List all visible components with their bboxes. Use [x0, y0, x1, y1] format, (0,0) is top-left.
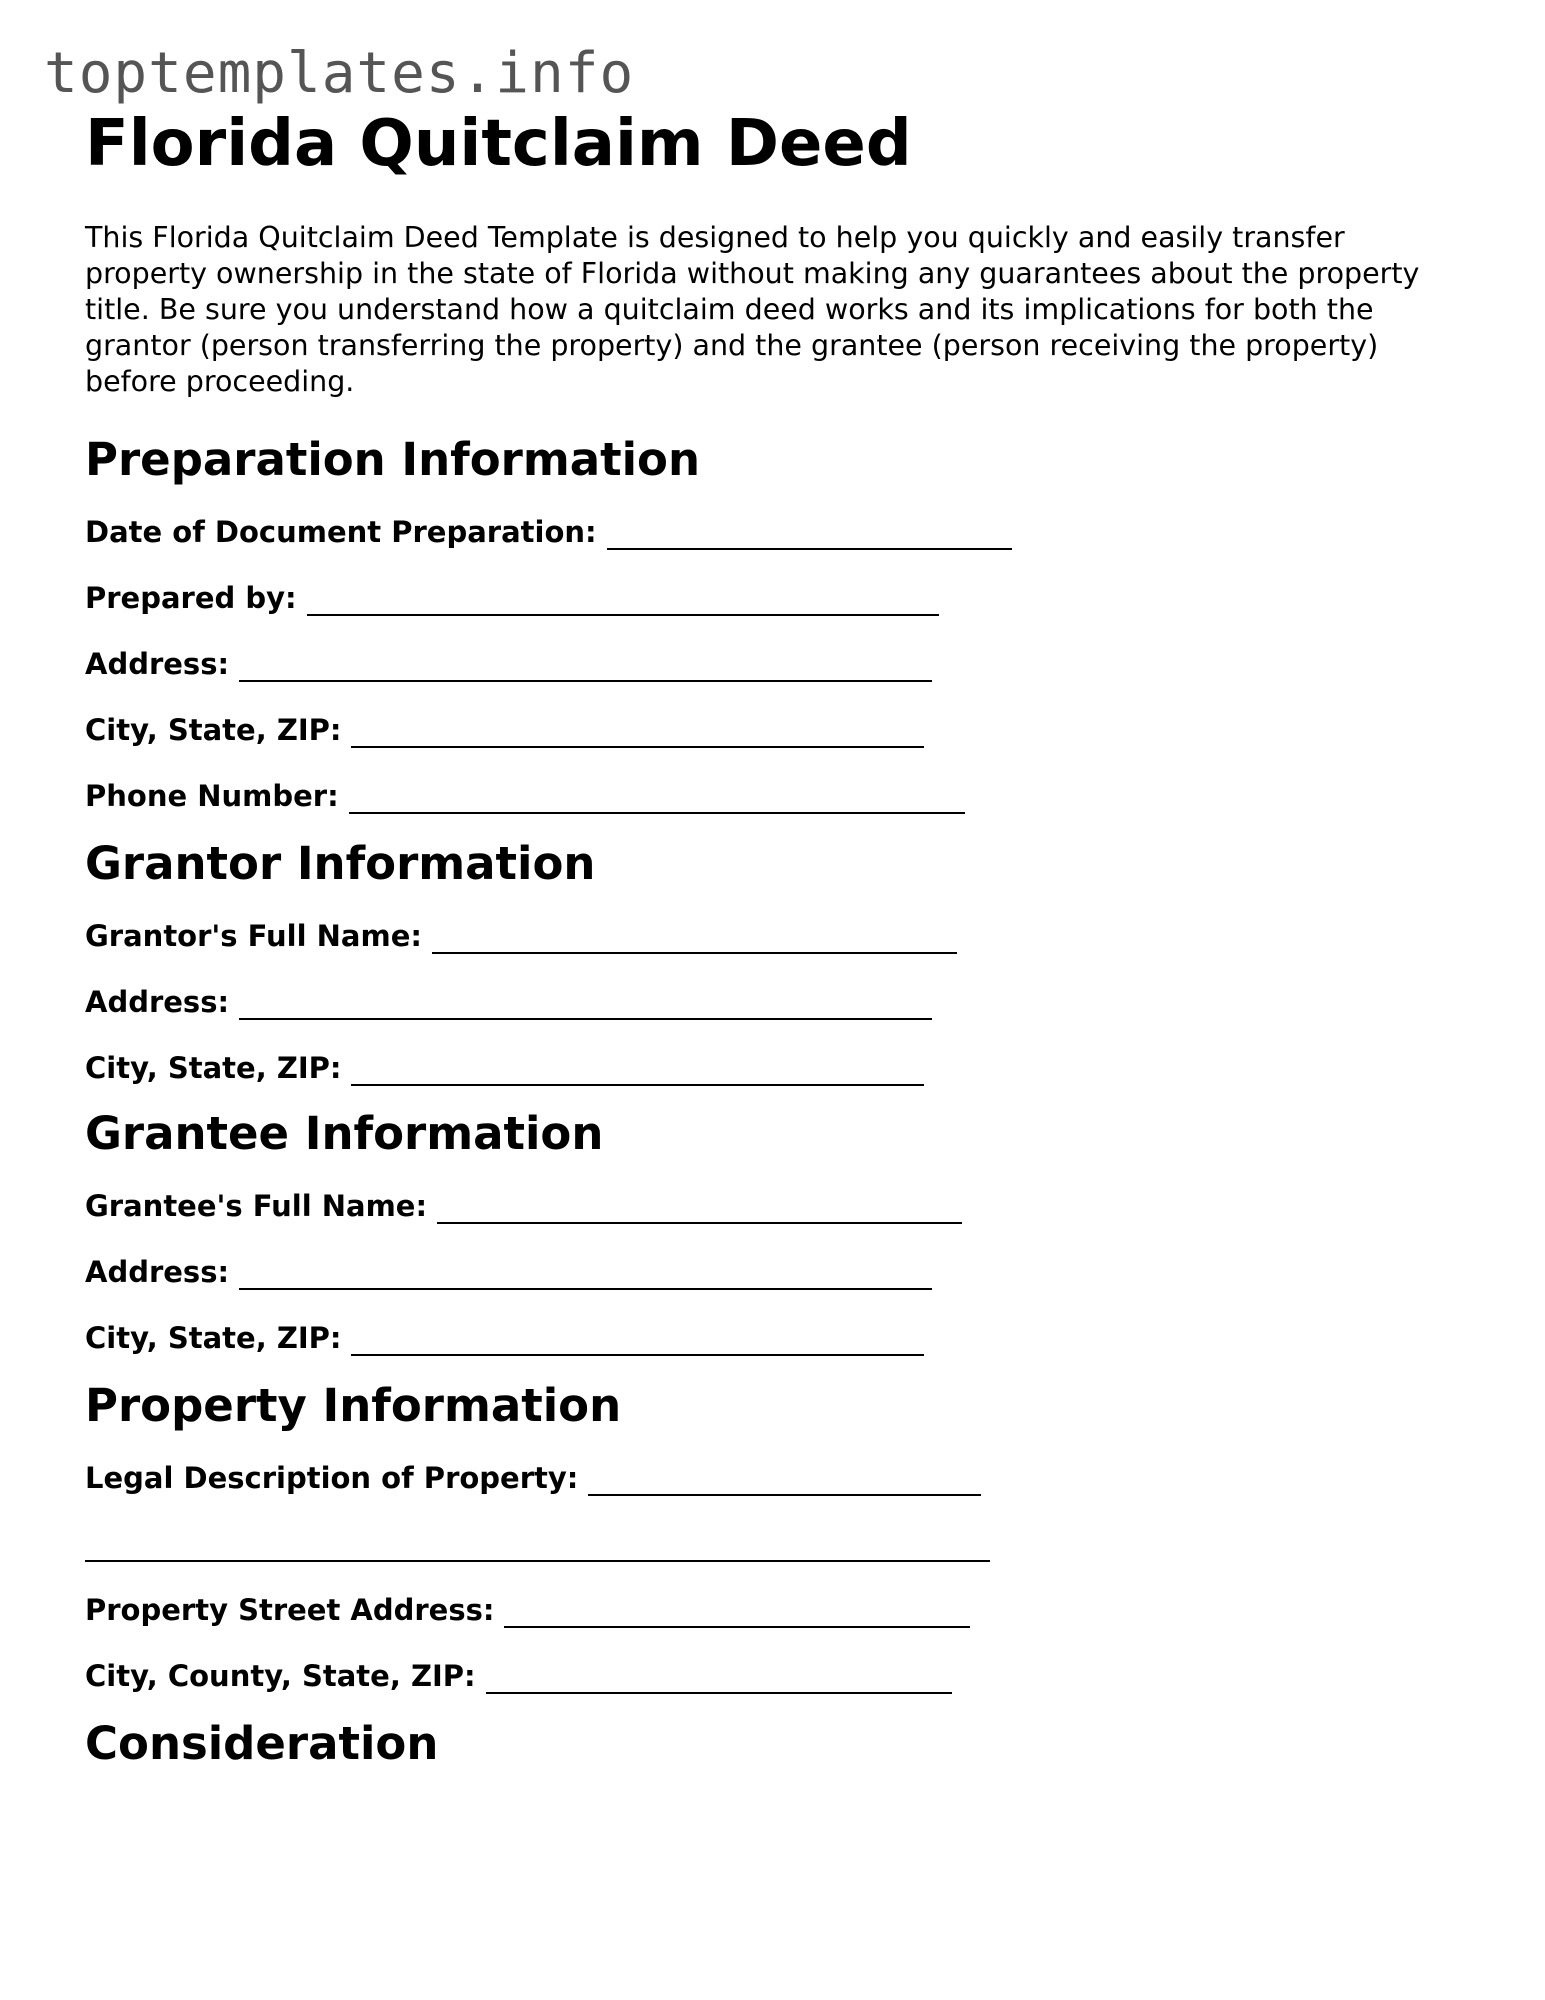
- preparer-city-state-zip-blank[interactable]: [351, 718, 924, 748]
- field-phone-number: [85, 778, 1465, 814]
- section-heading-consideration: Consideration: [85, 1717, 439, 1770]
- watermark: toptemplates.info: [44, 41, 635, 106]
- field-prepared-by: [85, 580, 1465, 616]
- field-grantor-address: [85, 984, 1465, 1020]
- document-body: [85, 108, 1465, 1772]
- field-label: Grantor's Full Name:: [85, 919, 422, 953]
- field-preparer-city-state-zip: [85, 712, 1465, 748]
- field-label: Phone Number:: [85, 779, 339, 813]
- field-label: Date of Document Preparation:: [85, 515, 597, 549]
- date-of-preparation-blank[interactable]: [607, 520, 1012, 550]
- field-grantee-city-state-zip: [85, 1320, 1465, 1356]
- grantor-city-state-zip-blank[interactable]: [351, 1056, 924, 1086]
- legal-description-blank[interactable]: [588, 1466, 981, 1496]
- field-label: Grantee's Full Name:: [85, 1189, 428, 1223]
- field-label: City, State, ZIP:: [85, 1321, 342, 1355]
- field-grantor-city-state-zip: [85, 1050, 1465, 1086]
- grantee-full-name-blank[interactable]: [437, 1194, 962, 1224]
- field-preparer-address: [85, 646, 1465, 682]
- field-property-city-county-state-zip: [85, 1658, 1465, 1694]
- prepared-by-blank[interactable]: [307, 586, 939, 616]
- phone-number-blank[interactable]: [349, 784, 965, 814]
- section-heading-grantee: Grantee Information: [85, 1107, 604, 1160]
- preparer-address-blank[interactable]: [239, 652, 932, 682]
- field-label: Address:: [85, 647, 230, 681]
- grantee-city-state-zip-blank[interactable]: [351, 1326, 924, 1356]
- section-heading-grantor: Grantor Information: [85, 837, 596, 890]
- section-heading-preparation: Preparation Information: [85, 433, 700, 486]
- section-heading-property: Property Information: [85, 1379, 622, 1432]
- grantee-address-blank[interactable]: [239, 1260, 932, 1290]
- field-label: Address:: [85, 1255, 230, 1289]
- grantor-address-blank[interactable]: [239, 990, 932, 1020]
- legal-description-continuation-blank[interactable]: [85, 1558, 990, 1562]
- field-label: City, State, ZIP:: [85, 1051, 342, 1085]
- field-label: City, State, ZIP:: [85, 713, 342, 747]
- field-grantee-full-name: [85, 1188, 1465, 1224]
- field-label: Prepared by:: [85, 581, 297, 615]
- property-city-county-state-zip-blank[interactable]: [486, 1664, 952, 1694]
- field-legal-description: [85, 1460, 1465, 1496]
- field-grantor-full-name: [85, 918, 1465, 954]
- property-street-address-blank[interactable]: [504, 1598, 970, 1628]
- field-label: Legal Description of Property:: [85, 1461, 579, 1495]
- page-title: Florida Quitclaim Deed: [85, 107, 912, 181]
- field-property-street-address: [85, 1592, 1465, 1628]
- field-date-of-preparation: [85, 514, 1465, 550]
- intro-paragraph: This Florida Quitclaim Deed Template is designed to help you quickly and easily transfer property ownership in the state of Florida without making any guarantees about the property title. Be sure you understand how a quitclaim deed works and its implications for both the grantor (person transferring the property) and the grantee (person receiving the property) before proceeding.: [85, 221, 1420, 398]
- field-label: Address:: [85, 985, 230, 1019]
- field-label: Property Street Address:: [85, 1593, 495, 1627]
- grantor-full-name-blank[interactable]: [432, 924, 957, 954]
- field-grantee-address: [85, 1254, 1465, 1290]
- field-label: City, County, State, ZIP:: [85, 1659, 476, 1693]
